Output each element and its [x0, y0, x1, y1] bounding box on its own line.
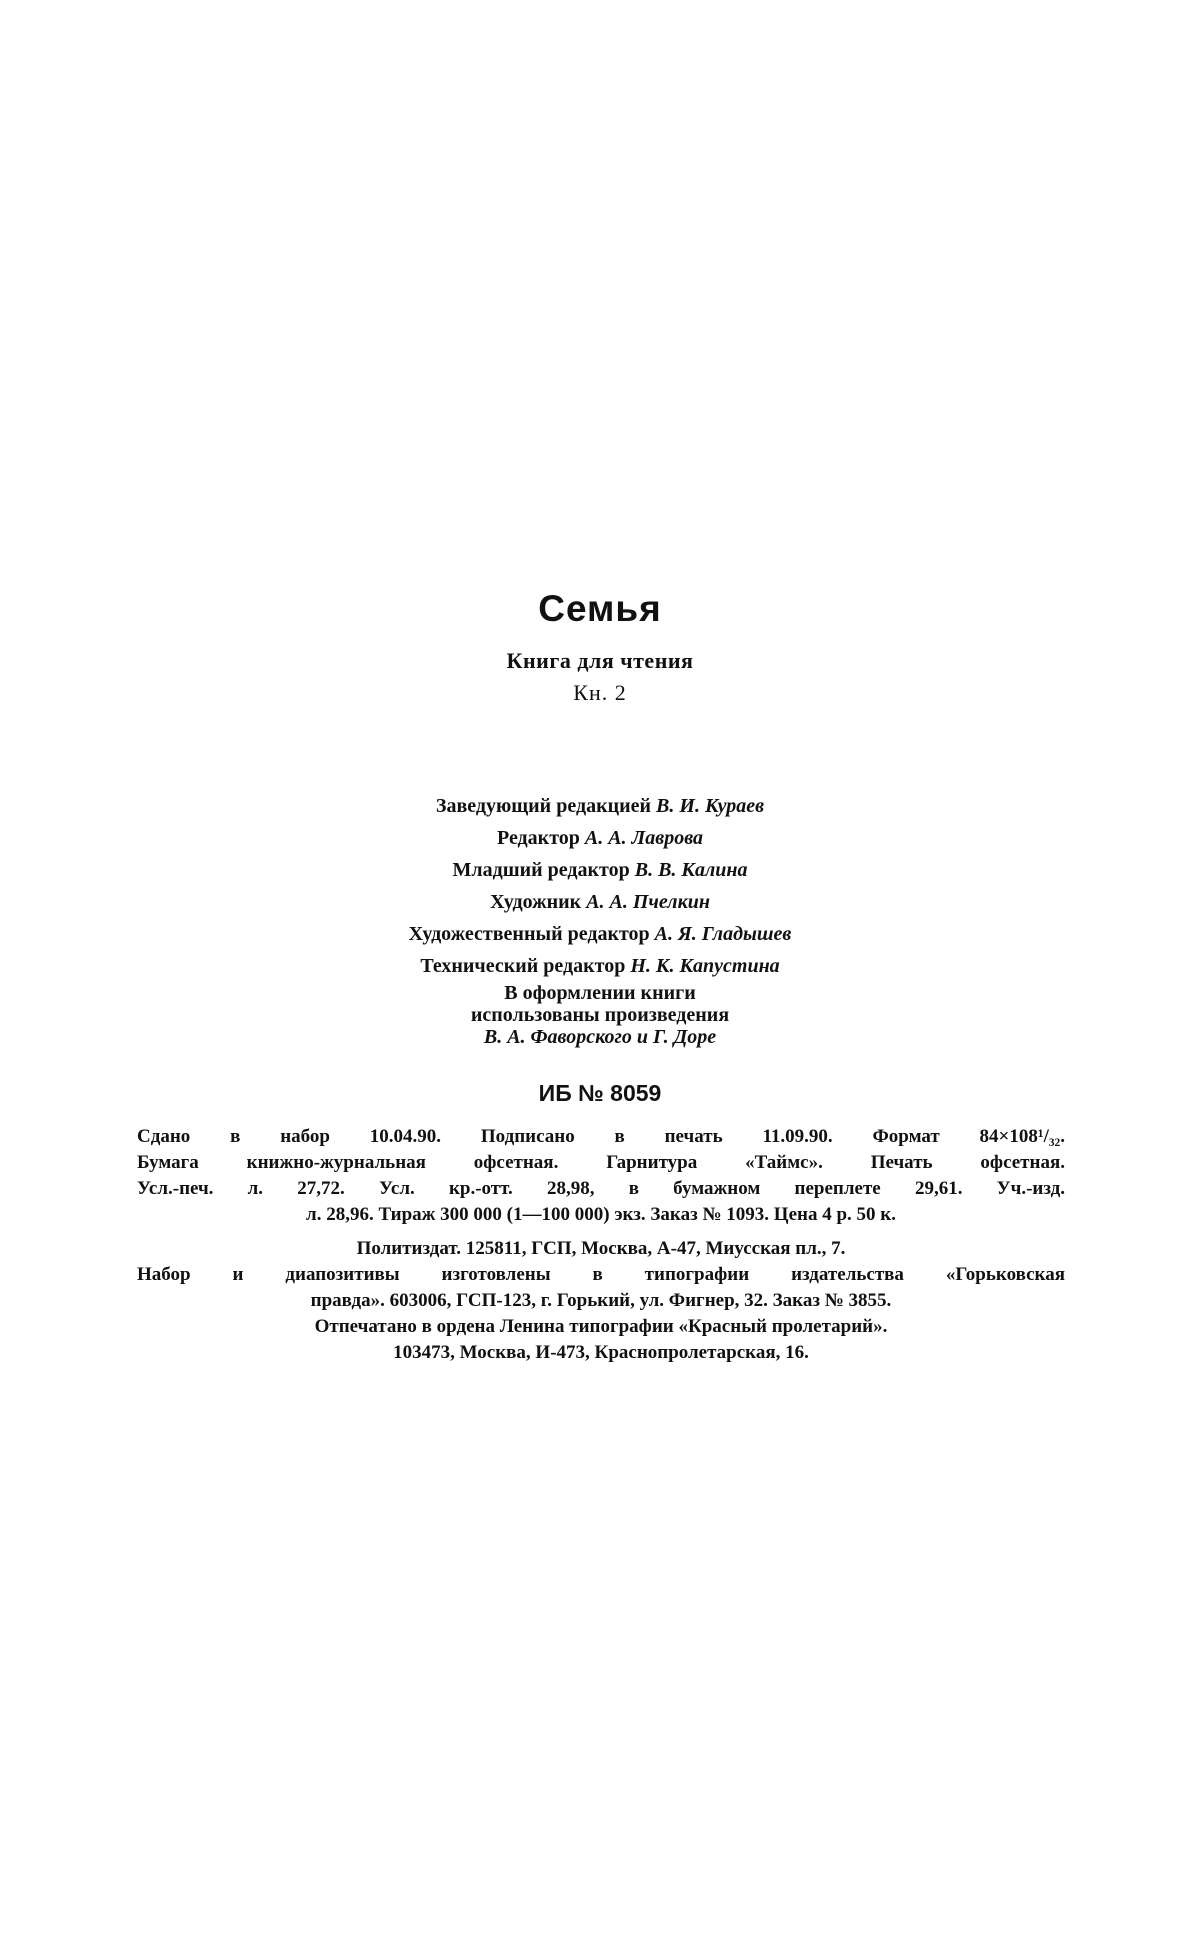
design-note-artists: В. А. Фаворского и Г. Доре	[483, 1026, 717, 1048]
design-note-line: В оформлении книги	[504, 982, 696, 1004]
design-note-line: использованы произведения	[470, 1004, 730, 1026]
credit-role: Технический редактор	[420, 955, 626, 977]
credit-line	[0, 918, 1200, 950]
print-details	[137, 1124, 1065, 1228]
book-title: Семья	[538, 588, 662, 629]
credit-line	[0, 950, 1200, 982]
print-details-line: Бумага книжно-журнальная офсетная. Гарнитура «Таймс». Печать офсетная.	[137, 1152, 1065, 1173]
credit-line	[0, 822, 1200, 854]
book-subtitle: Книга для чтения	[506, 648, 694, 673]
ib-number: ИБ № 8059	[538, 1080, 662, 1106]
print-details-line: Сдано в набор 10.04.90. Подписано в печать 11.09.90. Формат 84×108¹/₃₂.	[137, 1126, 1065, 1147]
credit-role: Художник	[490, 891, 582, 913]
credit-name: А. А. Пчелкин	[586, 891, 710, 913]
credit-name: А. А. Лаврова	[584, 827, 704, 849]
credit-name: Н. К. Капустина	[630, 955, 780, 977]
volume-number: Кн. 2	[573, 680, 627, 705]
credit-role: Художественный редактор	[408, 923, 650, 945]
credit-name: А. Я. Гладышев	[654, 923, 792, 945]
credit-line	[0, 790, 1200, 822]
credit-name: В. И. Кураев	[656, 795, 765, 817]
publisher-line: Отпечатано в ордена Ленина типографии «Красный пролетарий».	[314, 1316, 888, 1337]
publisher-line: 103473, Москва, И-473, Краснопролетарская, 16.	[393, 1342, 809, 1363]
publisher-line: Политиздат. 125811, ГСП, Москва, А-47, Миусская пл., 7.	[356, 1238, 846, 1259]
credits-block	[0, 790, 1200, 1048]
credit-line	[0, 854, 1200, 886]
credit-line	[0, 886, 1200, 918]
publisher-details	[137, 1236, 1065, 1366]
publisher-line: правда». 603006, ГСП-123, г. Горький, ул. Фигнер, 32. Заказ № 3855.	[310, 1290, 892, 1311]
credit-role: Редактор	[496, 827, 580, 849]
publisher-line: Набор и диапозитивы изготовлены в типографии издательства «Горьковская	[137, 1264, 1065, 1285]
print-details-line: Усл.-печ. л. 27,72. Усл. кр.-отт. 28,98, в бумажном переплете 29,61. Уч.-изд.	[137, 1178, 1065, 1199]
credit-role: Младший редактор	[452, 859, 630, 881]
credit-role: Заведующий редакцией	[435, 795, 652, 817]
print-details-line: л. 28,96. Тираж 300 000 (1—100 000) экз. Заказ № 1093. Цена 4 р. 50 к.	[306, 1204, 896, 1225]
credit-name: В. В. Калина	[634, 859, 748, 881]
